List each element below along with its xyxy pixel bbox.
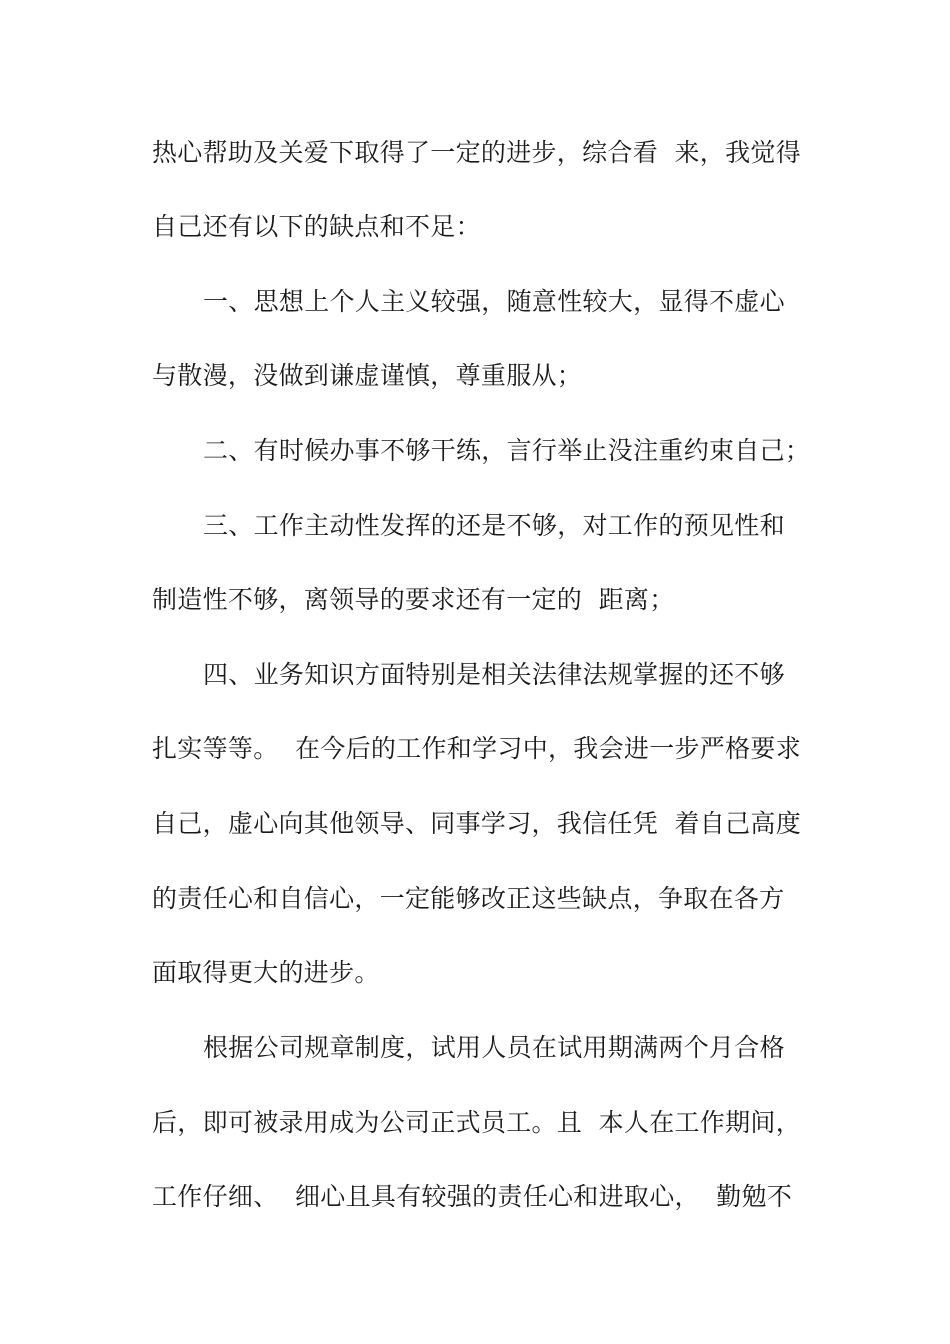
text-line-14: 后，即可被录用成为公司正式员工。且 本人在工作期间， bbox=[152, 1108, 801, 1137]
text-line-3: 一、思想上个人主义较强，随意性较大，显得不虚心 bbox=[203, 287, 785, 316]
text-line-13: 根据公司规章制度，试用人员在试用期满两个月合格 bbox=[203, 1033, 785, 1062]
text-line-5: 二、有时候办事不够干练，言行举止没注重约束自己； bbox=[203, 436, 811, 465]
text-line-15: 工作仔细、 细心且具有较强的责任心和进取心， 勤勉不 bbox=[152, 1182, 793, 1211]
text-line-4: 与散漫，没做到谦虚谨慎，尊重服从； bbox=[152, 361, 583, 390]
text-line-6: 三、工作主动性发挥的还是不够，对工作的预见性和 bbox=[203, 511, 785, 540]
text-line-12: 面取得更大的进步。 bbox=[152, 958, 380, 987]
text-line-7: 制造性不够，离领导的要求还有一定的 距离； bbox=[152, 585, 675, 614]
text-line-8: 四、业务知识方面特别是相关法律法规掌握的还不够 bbox=[203, 660, 785, 689]
text-line-11: 的责任心和自信心，一定能够改正这些缺点，争取在各方 bbox=[152, 884, 785, 913]
text-line-9: 扎实等等。 在今后的工作和学习中，我会进一步严格要求 bbox=[152, 734, 801, 763]
text-line-10: 自己，虚心向其他领导、同事学习，我信任凭 着自己高度 bbox=[152, 809, 801, 838]
text-line-2: 自己还有以下的缺点和不足： bbox=[152, 212, 481, 241]
text-line-1: 热心帮助及关爱下取得了一定的进步，综合看 来，我觉得 bbox=[152, 138, 801, 167]
